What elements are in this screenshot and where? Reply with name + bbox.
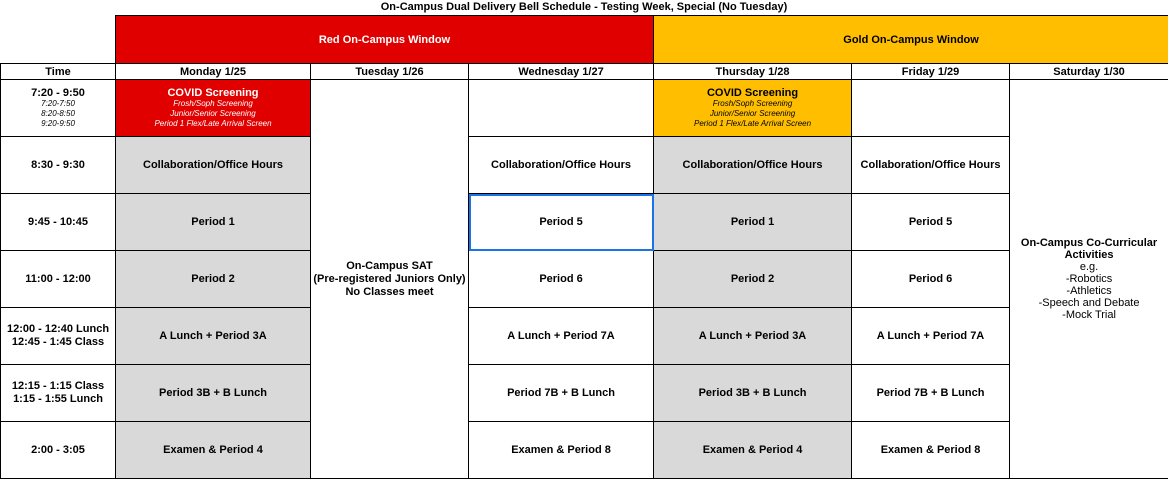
corner-cell: [1, 16, 116, 64]
time-line: 12:45 - 1:45 Class: [11, 336, 105, 348]
schedule-cell-thursday[interactable]: Period 3B + B Lunch: [654, 365, 852, 422]
schedule-cell-wednesday[interactable]: Collaboration/Office Hours: [469, 137, 654, 194]
header-saturday[interactable]: Saturday 1/30: [1010, 64, 1168, 80]
saturday-title: On-Campus Co-Curricular Activities: [1020, 237, 1158, 261]
time-cell[interactable]: [1, 137, 116, 194]
time-line: 9:45 - 10:45: [28, 215, 88, 228]
tuesday-sat-cell[interactable]: [311, 80, 469, 479]
friday-empty-cell[interactable]: [852, 80, 1010, 137]
covid-screening-thursday[interactable]: [654, 80, 852, 137]
schedule-cell-monday[interactable]: A Lunch + Period 3A: [116, 308, 311, 365]
schedule-cell-wednesday[interactable]: Examen & Period 8: [469, 422, 654, 479]
wednesday-empty-cell[interactable]: [469, 80, 654, 137]
schedule-cell-monday[interactable]: Period 2: [116, 251, 311, 308]
schedule-cell-monday[interactable]: Examen & Period 4: [116, 422, 311, 479]
covid-sub: Junior/Senior Screening: [170, 108, 256, 118]
time-line: 1:15 - 1:55 Lunch: [13, 393, 103, 405]
time-main: 7:20 - 9:50: [31, 86, 85, 99]
covid-title: COVID Screening: [167, 86, 259, 99]
schedule-title: On-Campus Dual Delivery Bell Schedule - Testing Week, Special (No Tuesday): [380, 1, 788, 13]
time-line: 2:00 - 3:05: [31, 443, 85, 456]
gold-window-header[interactable]: Gold On-Campus Window: [654, 16, 1168, 64]
header-time[interactable]: Time: [1, 64, 116, 80]
time-sub: 7:20-7:50: [41, 98, 75, 108]
red-window-header[interactable]: Red On-Campus Window: [116, 16, 654, 64]
schedule-cell-monday[interactable]: Period 1: [116, 194, 311, 251]
time-sub: 9:20-9:50: [41, 118, 75, 128]
schedule-cell-friday[interactable]: A Lunch + Period 7A: [852, 308, 1010, 365]
saturday-line: -Robotics: [1065, 273, 1113, 285]
covid-sub: Junior/Senior Screening: [709, 108, 796, 118]
schedule-cell-thursday[interactable]: A Lunch + Period 3A: [654, 308, 852, 365]
time-line: 12:00 - 12:40 Lunch: [6, 323, 110, 335]
time-cell[interactable]: [1, 422, 116, 479]
tuesday-line: (Pre-registered Juniors Only): [313, 272, 466, 285]
tuesday-line: No Classes meet: [345, 285, 434, 298]
schedule-cell-friday[interactable]: Collaboration/Office Hours: [852, 137, 1010, 194]
schedule-cell-friday[interactable]: Period 7B + B Lunch: [852, 365, 1010, 422]
covid-screening-monday[interactable]: [116, 80, 311, 137]
schedule-cell-thursday[interactable]: Collaboration/Office Hours: [654, 137, 852, 194]
time-line: 8:30 - 9:30: [31, 158, 85, 171]
saturday-line: -Mock Trial: [1062, 309, 1116, 321]
schedule-cell-friday[interactable]: Period 5: [852, 194, 1010, 251]
covid-sub: Period 1 Flex/Late Arrival Screen: [693, 118, 812, 128]
schedule-cell-thursday[interactable]: Period 1: [654, 194, 852, 251]
schedule-cell-thursday[interactable]: Period 2: [654, 251, 852, 308]
time-cell[interactable]: [1, 194, 116, 251]
header-thursday[interactable]: Thursday 1/28: [654, 64, 852, 80]
schedule-cell-wednesday[interactable]: A Lunch + Period 7A: [469, 308, 654, 365]
header-friday[interactable]: Friday 1/29: [852, 64, 1010, 80]
schedule-cell-friday[interactable]: Period 6: [852, 251, 1010, 308]
schedule-cell-wednesday[interactable]: Period 6: [469, 251, 654, 308]
saturday-activities-cell[interactable]: [1010, 80, 1168, 479]
schedule-grid: [0, 15, 1168, 479]
header-monday[interactable]: Monday 1/25: [116, 64, 311, 80]
header-wednesday[interactable]: Wednesday 1/27: [469, 64, 654, 80]
time-line: 11:00 - 12:00: [25, 272, 91, 285]
tuesday-line: On-Campus SAT: [346, 259, 433, 272]
covid-sub: Frosh/Soph Screening: [712, 98, 793, 108]
time-cell[interactable]: [1, 251, 116, 308]
schedule-cell-friday[interactable]: Examen & Period 8: [852, 422, 1010, 479]
schedule-cell-monday[interactable]: Period 3B + B Lunch: [116, 365, 311, 422]
time-cell[interactable]: [1, 80, 116, 137]
header-tuesday[interactable]: Tuesday 1/26: [311, 64, 469, 80]
time-sub: 8:20-8:50: [41, 108, 75, 118]
schedule-cell-thursday[interactable]: Examen & Period 4: [654, 422, 852, 479]
saturday-line: -Athletics: [1066, 285, 1112, 297]
time-cell[interactable]: [1, 308, 116, 365]
time-cell[interactable]: [1, 365, 116, 422]
schedule-cell-wednesday-selected[interactable]: Period 5: [469, 194, 654, 251]
covid-title: COVID Screening: [706, 86, 799, 99]
saturday-line: e.g.: [1079, 261, 1099, 273]
saturday-line: -Speech and Debate: [1038, 297, 1140, 309]
schedule-cell-wednesday[interactable]: Period 7B + B Lunch: [469, 365, 654, 422]
covid-sub: Frosh/Soph Screening: [173, 98, 253, 108]
covid-sub: Period 1 Flex/Late Arrival Screen: [154, 118, 272, 128]
schedule-cell-monday[interactable]: Collaboration/Office Hours: [116, 137, 311, 194]
time-line: 12:15 - 1:15 Class: [11, 380, 105, 392]
